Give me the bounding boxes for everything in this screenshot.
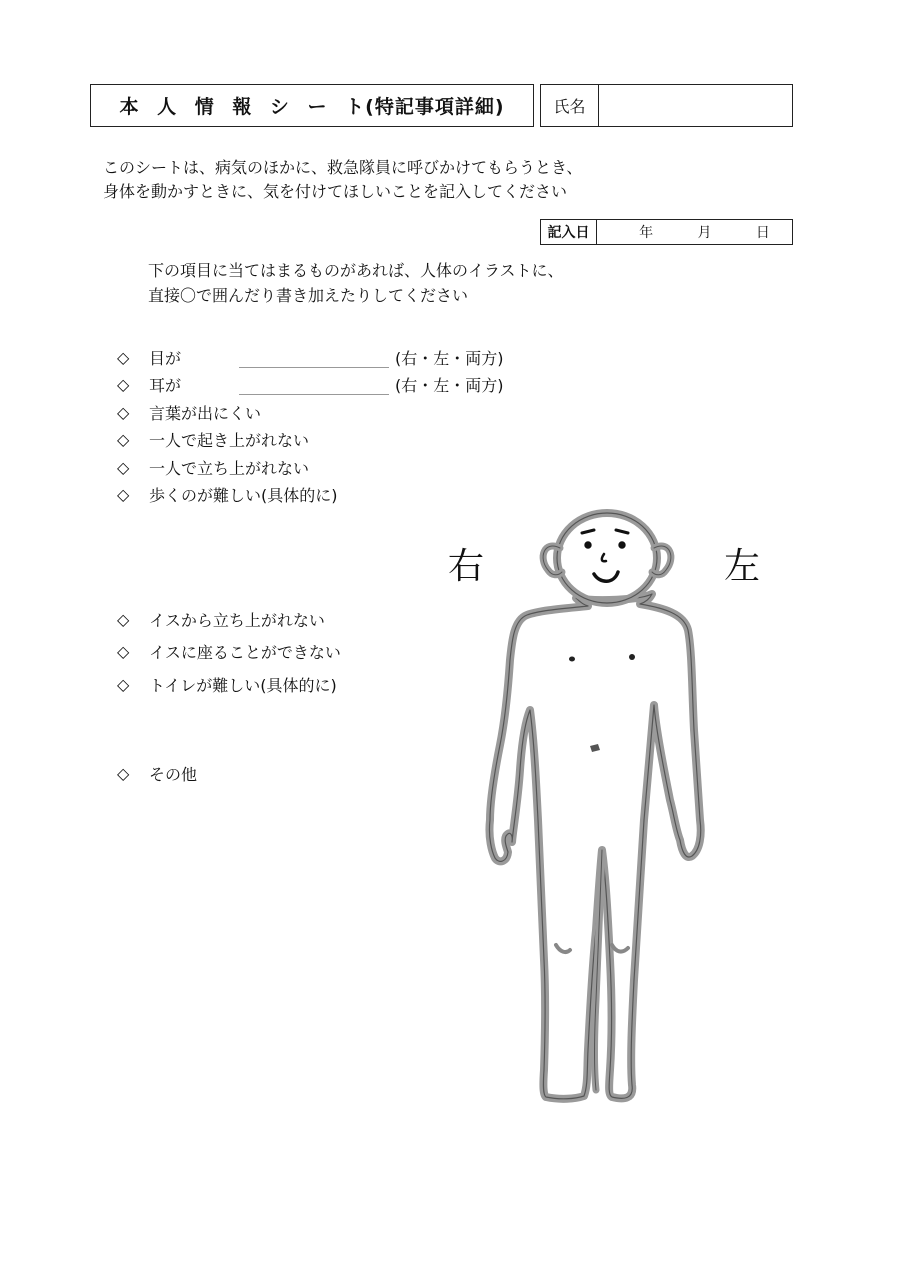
list-item-eyes xyxy=(117,346,504,369)
eyes-blank-field[interactable] xyxy=(239,347,389,368)
list-item-walk xyxy=(117,483,338,506)
diamond-icon: ◇ xyxy=(117,348,130,367)
diamond-icon: ◇ xyxy=(117,430,130,449)
instruction-line-2: 直接〇で囲んだり書き加えたりしてください xyxy=(148,286,469,305)
diamond-icon: ◇ xyxy=(117,642,130,661)
body-outline-illustration[interactable] xyxy=(470,505,740,1110)
diamond-icon: ◇ xyxy=(117,764,130,783)
left-eyebrow xyxy=(616,530,628,533)
diamond-icon: ◇ xyxy=(117,675,130,694)
navel xyxy=(590,744,600,752)
name-field[interactable] xyxy=(599,85,792,126)
left-knee xyxy=(612,945,628,952)
item-stand-up-label: 一人で立ち上がれない xyxy=(149,459,310,478)
list-item-other xyxy=(117,762,197,785)
title-box xyxy=(90,84,534,127)
right-nipple xyxy=(569,657,575,662)
left-side-label: 左 xyxy=(724,546,761,587)
ears-blank-field[interactable] xyxy=(239,374,389,395)
intro-text xyxy=(103,156,582,204)
diamond-icon: ◇ xyxy=(117,610,130,629)
right-side-label: 右 xyxy=(448,546,485,587)
list-item-chair-sit xyxy=(117,640,341,663)
left-eye xyxy=(619,542,625,548)
item-toilet-label: トイレが難しい(具体的に) xyxy=(149,676,337,695)
item-ears-options: (右・左・両方) xyxy=(395,376,504,395)
mouth xyxy=(594,572,618,581)
right-eye xyxy=(585,542,591,548)
list-item-get-up xyxy=(117,428,309,451)
diamond-icon: ◇ xyxy=(117,458,130,477)
diamond-icon: ◇ xyxy=(117,485,130,504)
item-walk-label: 歩くのが難しい(具体的に) xyxy=(149,486,338,505)
item-chair-stand-label: イスから立ち上がれない xyxy=(149,611,325,630)
left-nipple xyxy=(629,654,635,660)
date-month: 月 xyxy=(697,225,712,241)
item-eyes-label: 目が xyxy=(149,349,182,368)
nose xyxy=(602,554,606,561)
name-label: 氏名 xyxy=(541,85,599,126)
intro-line-1: このシートは、病気のほかに、救急隊員に呼びかけてもらうとき、 xyxy=(103,158,583,177)
list-item-toilet xyxy=(117,673,337,696)
date-year: 年 xyxy=(639,225,654,241)
sheet-title: 本 人 情 報 シ ー ト(特記事項詳細) xyxy=(119,96,505,118)
date-label: 記入日 xyxy=(541,220,597,244)
list-item-chair-stand xyxy=(117,608,325,631)
intro-line-2: 身体を動かすときに、気を付けてほしいことを記入してください xyxy=(103,182,568,201)
diamond-icon: ◇ xyxy=(117,375,130,394)
date-box xyxy=(540,219,793,245)
item-speech-label: 言葉が出にくい xyxy=(149,404,262,423)
instruction-text xyxy=(148,258,564,308)
date-day: 日 xyxy=(755,225,770,241)
face xyxy=(582,530,628,581)
item-eyes-options: (右・左・両方) xyxy=(395,349,504,368)
name-box xyxy=(540,84,793,127)
instruction-line-1: 下の項目に当てはまるものがあれば、人体のイラストに、 xyxy=(148,261,564,280)
list-item-speech xyxy=(117,401,261,424)
list-item-ears xyxy=(117,373,504,396)
item-get-up-label: 一人で起き上がれない xyxy=(149,431,310,450)
diamond-icon: ◇ xyxy=(117,403,130,422)
list-item-stand-up xyxy=(117,456,309,479)
right-knee xyxy=(556,945,570,952)
right-eyebrow xyxy=(582,530,594,533)
item-chair-sit-label: イスに座ることができない xyxy=(149,643,341,662)
date-fields[interactable] xyxy=(597,220,792,244)
item-ears-label: 耳が xyxy=(149,376,182,395)
item-other-label: その他 xyxy=(149,765,198,784)
